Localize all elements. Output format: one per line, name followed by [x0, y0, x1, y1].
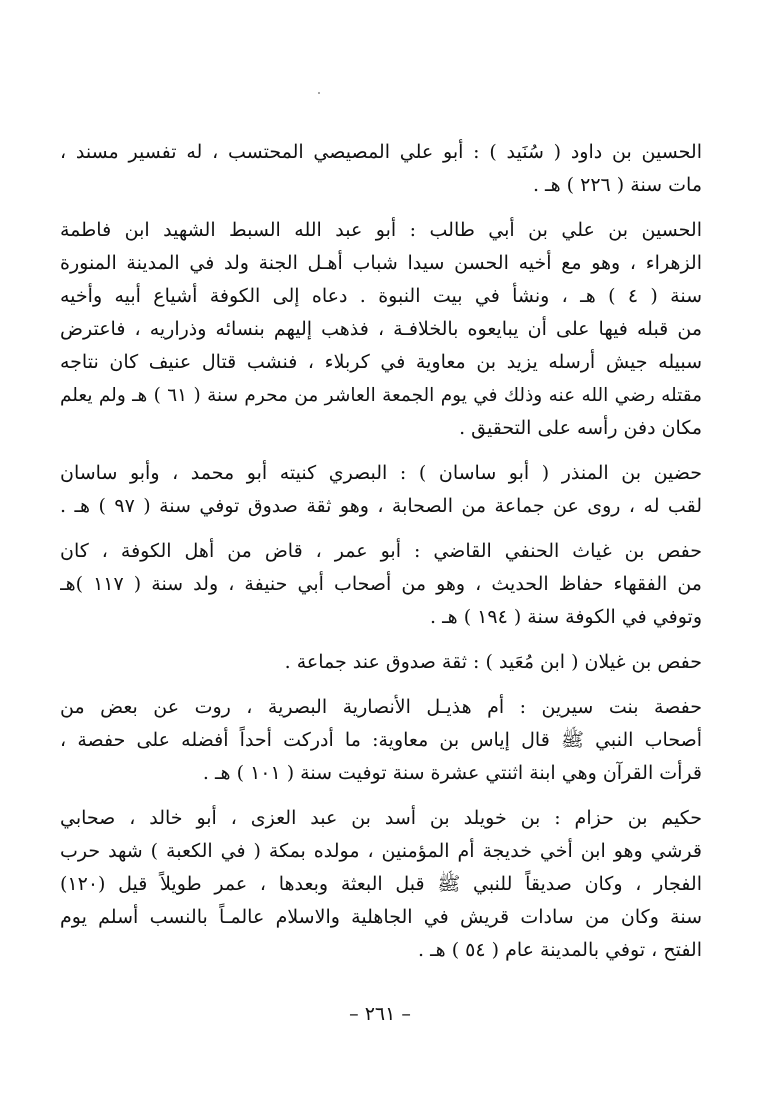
text-line: سبيله جيش أرسله يزيد بن معاوية في كربلاء ، فنشب قتال عنيف كان نتاجه	[60, 351, 702, 373]
text-line: قرأت القرآن وهي ابنة اثنتي عشرة سنة توفيت سنة ( ١٠١ ) هـ .	[202, 762, 702, 784]
text-line: حفص بن غياث الحنفي القاضي : أبو عمر ، قاض من أهل الكوفة ، كان	[60, 540, 702, 562]
text-line: من الفقهاء حفاظ الحديث ، وهو من أصحاب أبي حنيفة ، ولد سنة ( ١١٧ )هـ	[60, 573, 702, 595]
text-line: الحسين بن علي بن أبي طالب : أبو عبد الله السبط الشهيد ابن فاطمة	[60, 219, 702, 241]
text-line: مقتله رضي الله عنه وذلك في يوم الجمعة العاشر من محرم سنة ( ٦١ ) هـ ولم يعلم	[60, 385, 702, 406]
text-line: الزهراء ، وهو مع أخيه الحسن سيدا شباب أهـل الجنة ولد في المدينة المنورة	[60, 252, 702, 274]
text-line: أصحاب النبي ﷺ قال إياس بن معاوية: ما أدركت أحداً أفضله على حفصة ،	[60, 729, 702, 751]
entry-hafs-ibn-ghiyath	[60, 535, 702, 634]
text-line: الحسين بن داود ( سُنَيد ) : أبو علي المصيصي المحتسب ، له تفسير مسند ،	[60, 141, 702, 163]
text-line: الفجار ، وكان صديقاً للنبي ﷺ قبل البعثة وبعدها ، عمر طويلاً قيل (١٢٠)	[60, 873, 702, 895]
biography-text-body	[60, 136, 702, 979]
text-line: وتوفي في الكوفة سنة ( ١٩٤ ) هـ .	[429, 606, 702, 628]
text-line: حفص بن غيلان ( ابن مُعَيد ) : ثقة صدوق عند جماعة .	[284, 651, 702, 673]
entry-hudayn-ibn-al-mundhir	[60, 457, 702, 523]
text-line: سنة وكان من سادات قريش في الجاهلية والاسلام عالمـاً بالنسب أسلم يوم	[60, 906, 702, 928]
entry-hakim-ibn-hizam	[60, 802, 702, 967]
text-line: حكيم بن حزام : بن خويلد بن أسد بن عبد العزى ، أبو خالد ، صحابي	[60, 807, 702, 829]
text-line: مات سنة ( ٢٢٦ ) هـ .	[532, 174, 702, 196]
text-line: مكان دفن رأسه على التحقيق .	[459, 417, 702, 439]
page-number: – ٢٦١ –	[349, 1003, 411, 1025]
text-line: لقب له ، روى عن جماعة من الصحابة ، وهو ثقة صدوق توفي سنة ( ٩٧ ) هـ .	[60, 495, 702, 517]
entry-hafsa-bint-sirin	[60, 691, 702, 790]
text-line: قرشي وهو ابن أخي خديجة أم المؤمنين ، مولده بمكة ( في الكعبة ) شهد حرب	[60, 840, 702, 862]
entry-hafs-ibn-ghaylan	[60, 646, 702, 679]
text-line: من قبله فيها على أن يبايعوه بالخلافـة ، فذهب إليهم بنسائه وذراريه ، فاعترض	[60, 318, 702, 340]
text-line: حفصة بنت سيرين : أم هذيـل الأنصارية البصرية ، روت عن بعض من	[60, 696, 702, 718]
entry-al-husayn-ibn-dawud	[60, 136, 702, 202]
text-line: حضين بن المنذر ( أبو ساسان ) : البصري كنيته أبو محمد ، وأبو ساسان	[60, 462, 702, 484]
text-line: الفتح ، توفي بالمدينة عام ( ٥٤ ) هـ .	[418, 939, 702, 961]
text-line: سنة ( ٤ ) هـ ، ونشأ في بيت النبوة . دعاه إلى الكوفة أشياع أبيه وأخيه	[60, 285, 702, 307]
paper-speck	[318, 92, 320, 94]
entry-al-husayn-ibn-ali	[60, 214, 702, 445]
